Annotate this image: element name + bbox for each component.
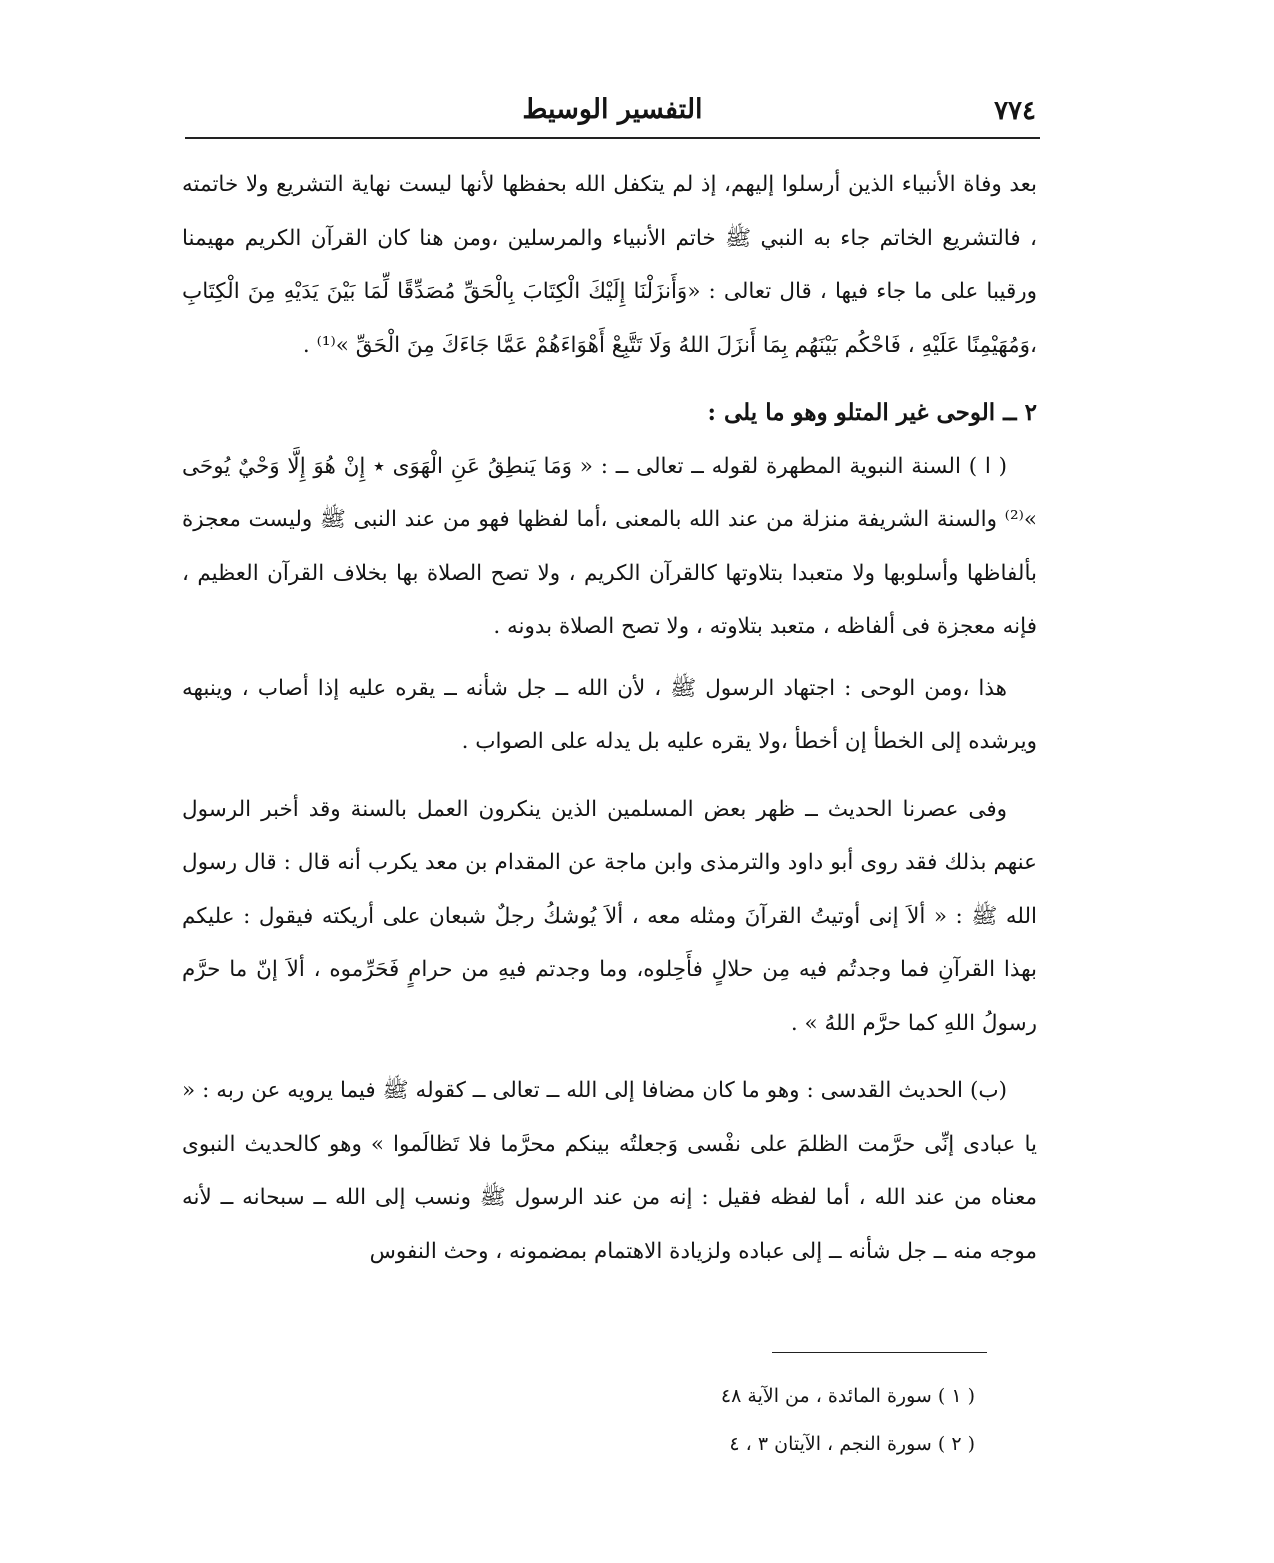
page-body xyxy=(182,158,1037,1278)
header-rule xyxy=(185,137,1040,139)
footnote-1: ( ١ ) سورة المائدة ، من الآية ٤٨ xyxy=(720,1385,975,1407)
paragraph-modern-deniers: وفى عصرنا الحديث ــ ظهر بعض المسلمين الذين ينكرون العمل بالسنة وقد أخبر الرسول عنهم بذلك فقد روى أبو داود والترمذى وابن ماجة عن المقدام بن معد يكرب أنه قال : قال رسول الله ﷺ : « ألاَ إنى أوتيتُ القرآنَ ومثله معه ، ألاَ يُوشكُ رجلٌ شبعان على أريكته فيقول : عليكم بهذا القرآنِ فما وجدتُم فيه مِن حلالٍ فأَحِلوه، وما وجدتم فيهِ من حرامٍ فَحَرِّموه ، ألاَ إنّ ما حرَّم رسولُ اللهِ كما حرَّم اللهُ » . xyxy=(182,796,1037,1036)
paragraph-ijtihad: هذا ،ومن الوحى : اجتهاد الرسول ﷺ ، لأن الله ــ جل شأنه ــ يقره عليه إذا أصاب ، وينبهه ويرشده إلى الخطأ إن أخطأ ،ولا يقره عليه بل يدله على الصواب . xyxy=(182,675,1037,754)
running-title: التفسير الوسيط xyxy=(522,94,703,125)
footnote-separator xyxy=(772,1352,987,1353)
paragraph-hadith-qudsi: (ب) الحديث القدسى : وهو ما كان مضافا إلى الله ــ تعالى ــ كقوله ﷺ فيما يرويه عن ربه : « يا عبادى إنِّى حرَّمت الظلمَ على نفْسى وَجعلتُه بينكم محرَّما فلا تَظالَموا » وهو كالحديث النبوى معناه من عند الله ، أما لفظه فقيل : إنه من عند الرسول ﷺ ونسب إلى الله ــ سبحانه ــ لأنه موجه منه ــ جل شأنه ــ إلى عباده ولزيادة الاهتمام بمضمونه ، وحث النفوس xyxy=(182,1078,1037,1264)
paragraph-tanzil-continuation: بعد وفاة الأنبياء الذين أرسلوا إليهم، إذ لم يتكفل الله بحفظها لأنها ليست نهاية التشريع ولا خاتمته ، فالتشريع الخاتم جاء به النبي ﷺ خاتم الأنبياء والمرسلين ،ومن هنا كان القرآن الكريم مهيمنا ورقيبا على ما جاء فيها ، قال تعالى : «وَأَنزَلْنَا إِلَيْكَ الْكِتَابَ بِالْحَقِّ مُصَدِّقًا لِّمَا بَيْنَ يَدَيْهِ مِنَ الْكِتَابِ ،وَمُهَيْمِنًا عَلَيْهِ ، فَاحْكُم بَيْنَهُم بِمَا أَنزَلَ اللهُ وَلَا تَتَّبِعْ أَهْوَاءَهُمْ عَمَّا جَاءَكَ مِنَ الْحَقِّ »⁽¹⁾ . xyxy=(182,172,1037,358)
footnote-2: ( ٢ ) سورة النجم ، الآيتان ٣ ، ٤ xyxy=(729,1433,975,1455)
section-heading-wahy-ghair-matlu: ٢ ــ الوحى غير المتلو وهو ما يلى : xyxy=(707,399,1037,426)
paragraph-sunnah: ( ا ) السنة النبوية المطهرة لقوله ــ تعالى ــ : « وَمَا يَنطِقُ عَنِ الْهَوَى ٭ إِنْ هُوَ إِلَّا وَحْيٌ يُوحَى »⁽²⁾ والسنة الشريفة منزلة من عند الله بالمعنى ،أما لفظها فهو من عند النبى ﷺ وليست معجزة بألفاظها وأسلوبها ولا متعبدا بتلاوتها كالقرآن الكريم ، ولا تصح الصلاة بها بخلاف القرآن العظيم ، فإنه معجزة فى ألفاظه ، متعبد بتلاوته ، ولا تصح الصلاة بدونه . xyxy=(182,453,1037,639)
page-header xyxy=(185,88,1040,134)
page-number: ٧٧٤ xyxy=(994,96,1036,126)
footnotes xyxy=(560,1372,975,1468)
